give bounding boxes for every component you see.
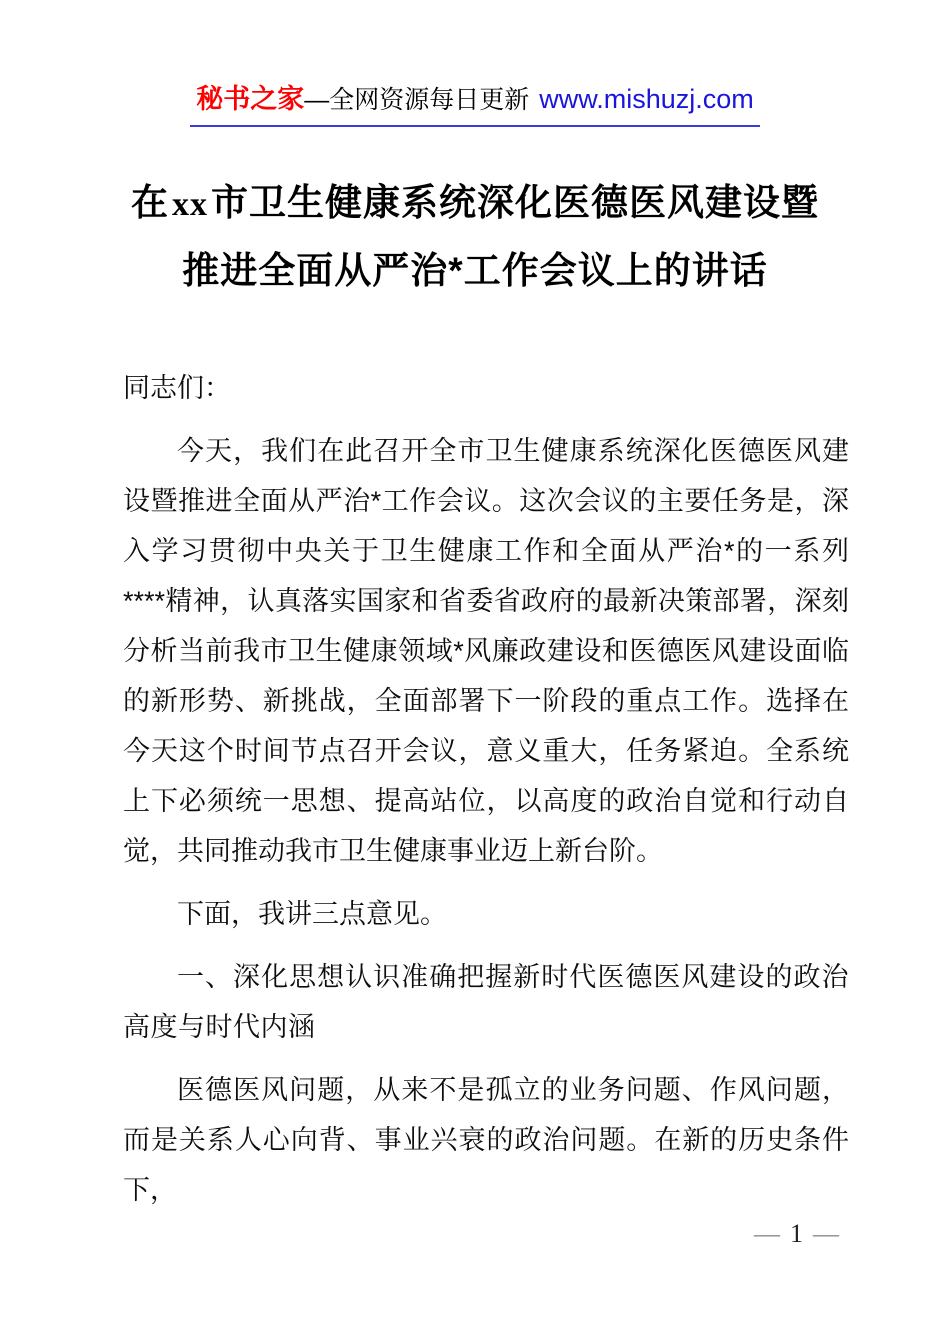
site-tagline: —全网资源每日更新 [304, 86, 530, 114]
site-url-link[interactable]: www.mishuzj.com [539, 84, 754, 114]
title-line1 [131, 182, 819, 223]
title-line2: 推进全面从严治*工作会议上的讲话 [182, 250, 768, 291]
section-heading-1: 一、深化思想认识准确把握新时代医德医风建设的政治高度与时代内涵 [123, 962, 849, 1042]
page-number-dash-right: — [813, 1219, 839, 1248]
document-title [60, 170, 890, 304]
page-number: 1 [790, 1219, 803, 1248]
title-line1-prefix: 在 [130, 182, 169, 223]
page-header-banner [190, 82, 760, 127]
body-paragraph: 医德医风问题，从来不是孤立的业务问题、作风问题，而是关系人心向背、事业兴衰的政治问题。在新的历史条件下， [123, 1075, 849, 1205]
title-line1-placeholder-xx: xx [171, 186, 209, 223]
document-body [123, 363, 849, 1228]
page-number-dash-left: — [754, 1219, 780, 1248]
body-paragraph: 下面，我讲三点意见。 [177, 899, 447, 929]
body-paragraph: 今天，我们在此召开全市卫生健康系统深化医德医风建设暨推进全面从严治*工作会议。这次会议的主要任务是，深入学习贯彻中央关于卫生健康工作和全面从严治*的一系列****精神，认真落实国家和省委省政府的最新决策部署，深刻分析当前我市卫生健康领域*风廉政建设和医德医风建设面临的新形势、新挑战，全面部署下一阶段的重点工作。选择在今天这个时间节点召开会议，意义重大，任务紧迫。全系统上下必须统一思想、提高站位，以高度的政治自觉和行动自觉，共同推动我市卫生健康事业迈上新台阶。 [123, 436, 849, 866]
salutation-paragraph: 同志们： [123, 373, 231, 403]
page-footer [123, 1218, 891, 1250]
title-line1-suffix: 市卫生健康系统深化医德医风建设暨 [211, 182, 820, 223]
page-header [0, 82, 950, 127]
site-brand: 秘书之家 [196, 84, 305, 114]
